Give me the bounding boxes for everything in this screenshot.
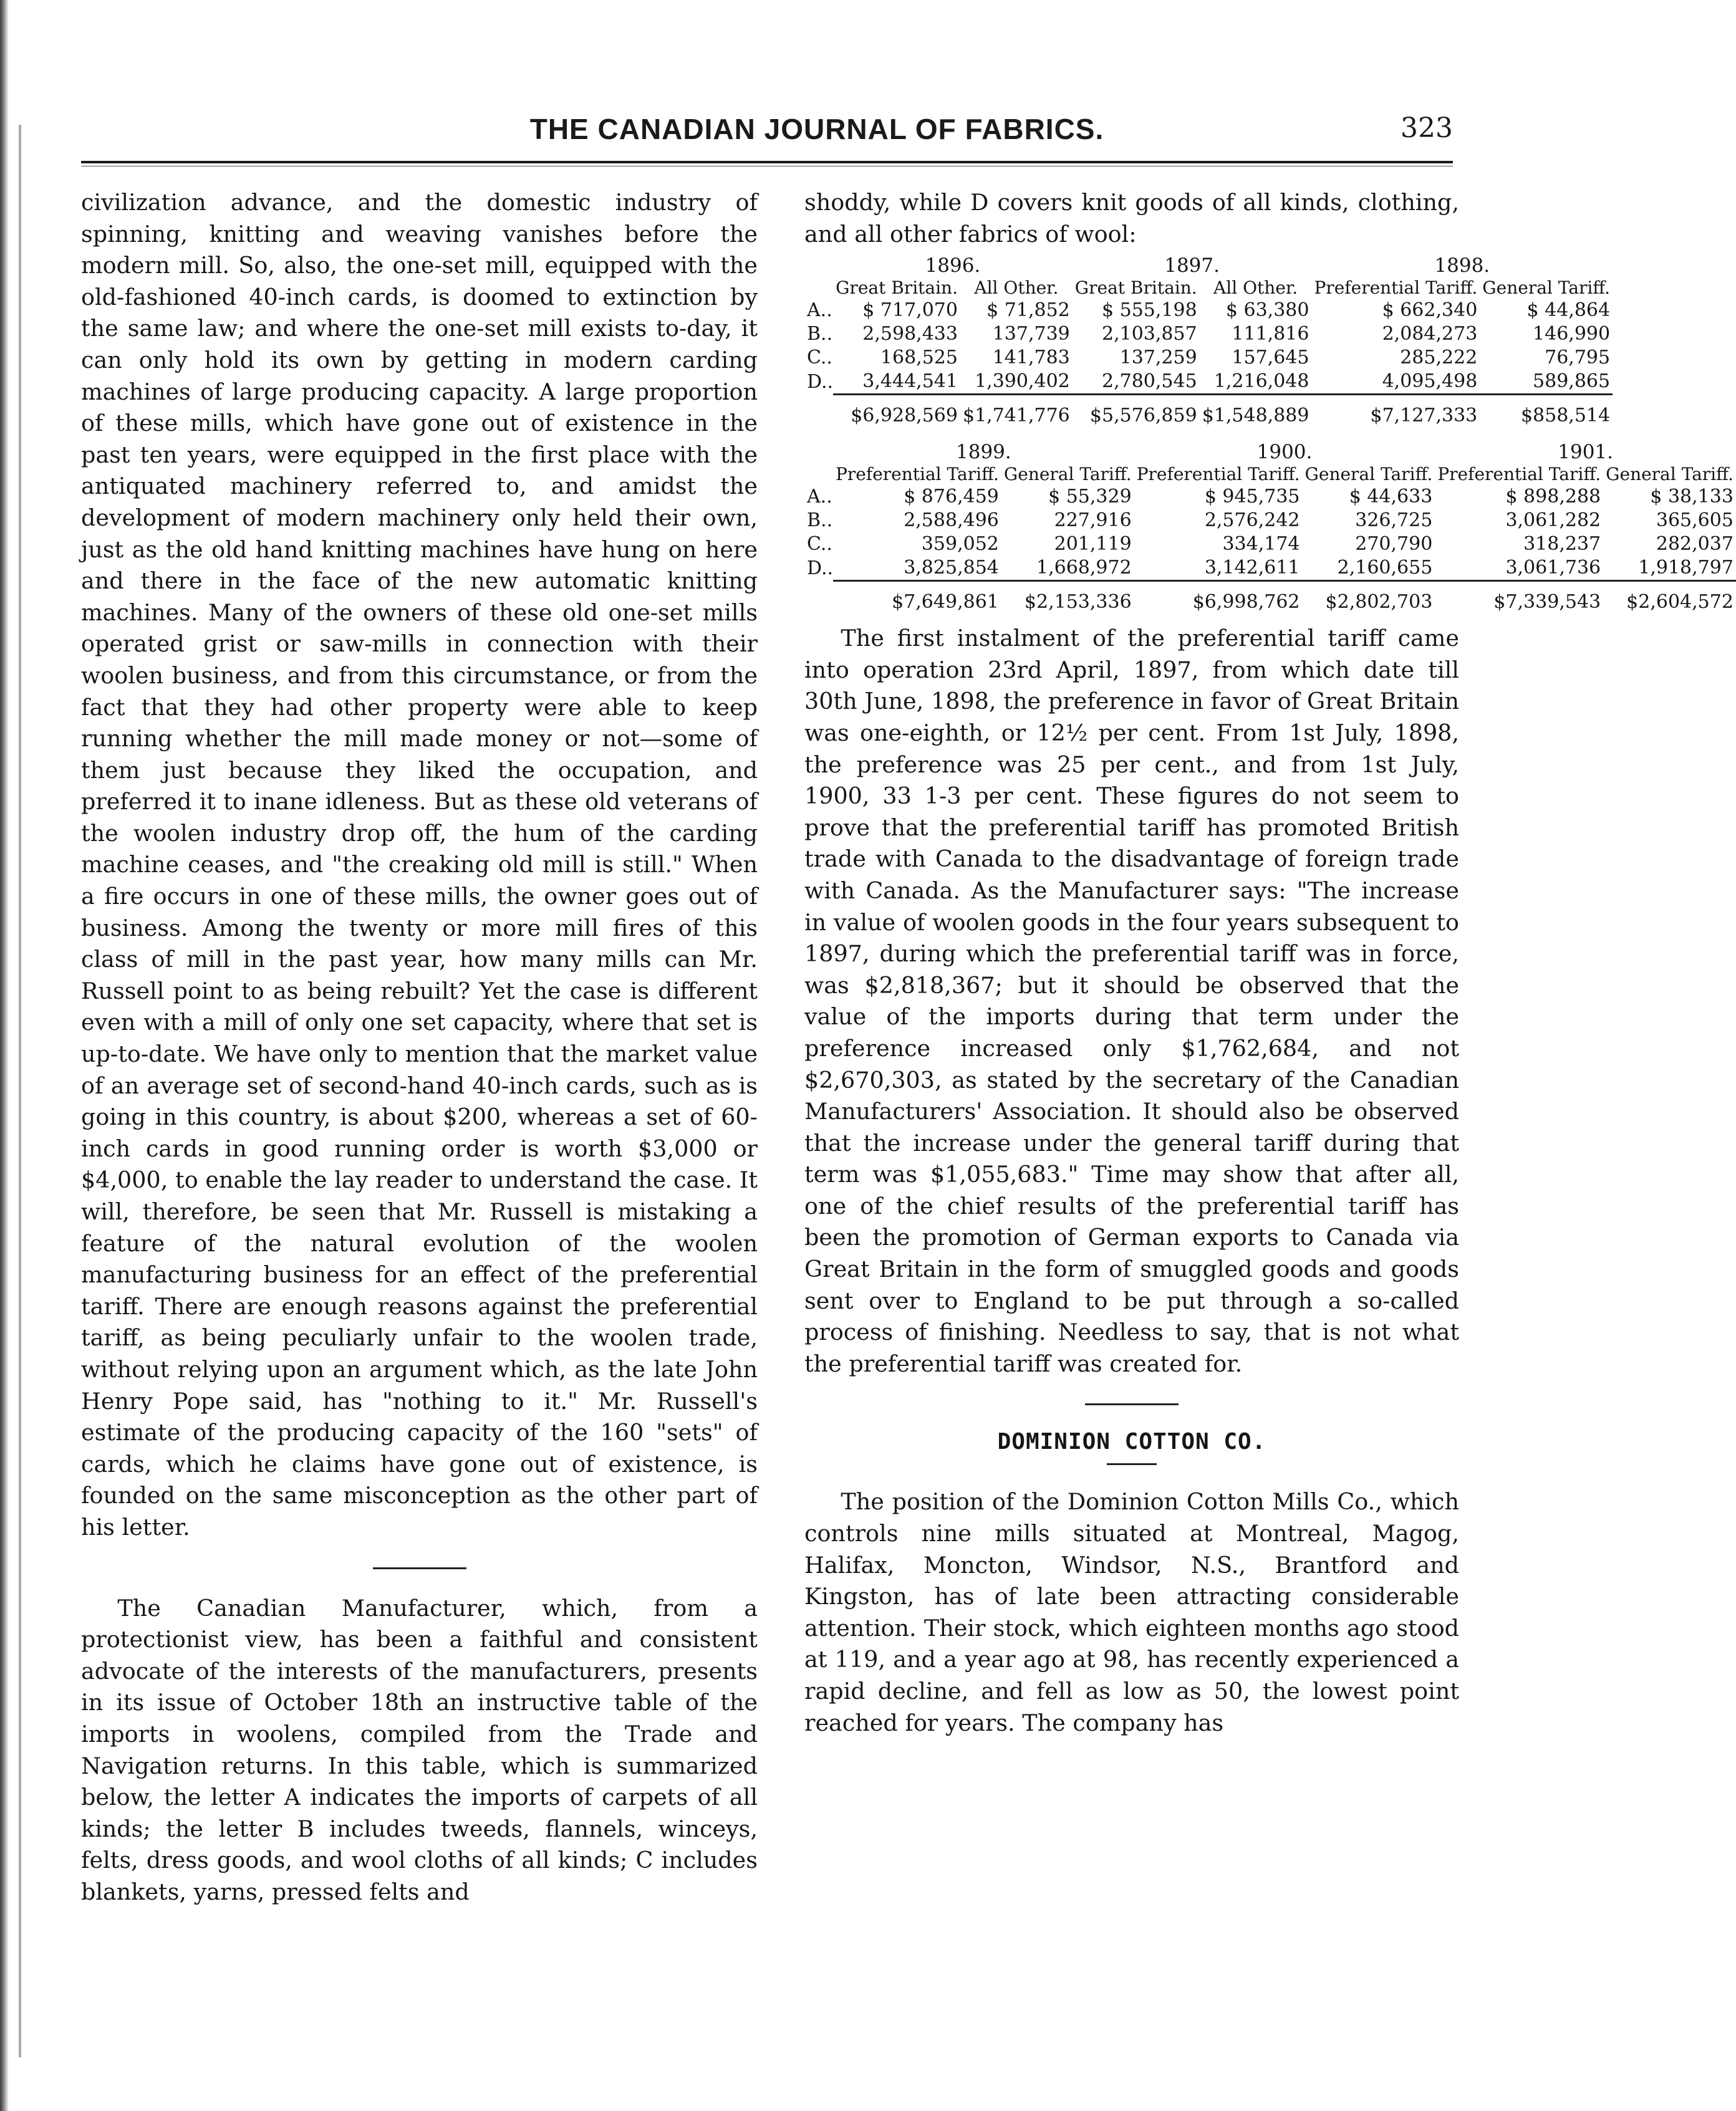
year-row: [804, 254, 1613, 277]
table-cell: 201,119: [1054, 533, 1132, 555]
table-row: [804, 556, 1736, 581]
scan-binding-shadow: [19, 125, 21, 2057]
table-cell: 3,825,854: [904, 557, 999, 579]
column-header: Preferential Tariff.: [1314, 277, 1478, 299]
row-label: C..: [807, 347, 832, 369]
column-header: Great Britain.: [1074, 277, 1197, 299]
column-header: Preferential Tariff.: [836, 464, 999, 485]
table-cell: 282,037: [1656, 533, 1734, 555]
article-paragraph: The first instalment of the preferential tariff came into operation 23rd April, 1897, from which date till 30th June, 1898, the preference in favor of Great Britain was one-eighth, or 12½ per cent. From 1st July, 1898, the preference was 25 per cent., and from 1st July, 1900, 33 1-3 per cent. These figures do not seem to prove that the preferential tariff has promoted British trade with Canada to the disadvantage of foreign trade with Canada. As the Manufacturer says: "The increase in value of woolen goods in the four years subsequent to 1897, during which the preferential tariff was in force, was $2,818,367; but it should be observed that the value of the imports during that term under the preference increased only $1,762,684, and not $2,670,303, as stated by the secretary of the Canadian Manufacturers' Association. It should also be observed that the increase under the general tariff during that term was $1,055,683." Time may show that after all, one of the chief results of the preferential tariff has been the promotion of German exports to Canada via Great Britain in the form of smuggled goods and goods sent over to England to be put through a so-called process of finishing. Needless to say, that is not what the preferential tariff was created for.: [804, 625, 1459, 1377]
year-label: 1901.: [1558, 441, 1613, 464]
column-header: Great Britain.: [836, 277, 958, 299]
imports-table-1896-1898: [804, 254, 1613, 436]
total-cell: $6,928,569: [833, 395, 960, 437]
table-row: [804, 509, 1736, 532]
running-title: THE CANADIAN JOURNAL OF FABRICS.: [529, 113, 1104, 145]
table-row: [804, 322, 1613, 346]
table-cell: 137,739: [992, 323, 1070, 345]
column-header: Preferential Tariff.: [1437, 464, 1601, 485]
table-cell: 285,222: [1400, 347, 1478, 369]
table-cell: 3,142,611: [1204, 557, 1300, 579]
year-label: 1899.: [956, 441, 1011, 464]
table-cell: $ 38,133: [1650, 486, 1734, 508]
total-cell: $6,998,762: [1134, 581, 1303, 623]
row-label: D..: [807, 557, 834, 579]
totals-row: [804, 395, 1613, 437]
total-cell: $2,153,336: [1001, 581, 1134, 623]
year-label: 1898.: [1434, 254, 1490, 277]
total-cell: $1,548,889: [1200, 395, 1312, 437]
section-separator: [1085, 1403, 1179, 1405]
table-cell: 2,103,857: [1102, 323, 1197, 345]
section-heading: DOMINION COTTON CO.: [997, 1429, 1266, 1455]
total-cell: $7,649,861: [833, 581, 1001, 623]
table-cell: 111,816: [1232, 323, 1309, 345]
row-label: A..: [807, 299, 832, 322]
heading-rule: [1107, 1463, 1157, 1465]
table-cell: 1,216,048: [1213, 370, 1309, 393]
row-label: C..: [807, 533, 832, 555]
table-cell: 1,668,972: [1036, 557, 1132, 579]
page-number: 323: [1401, 112, 1453, 144]
row-label: B..: [807, 509, 833, 532]
left-column: [81, 187, 758, 1908]
year-row: [804, 440, 1736, 464]
table-cell: 1,918,797: [1638, 557, 1734, 579]
table-cell: 4,095,498: [1382, 370, 1478, 393]
table-cell: 2,160,655: [1337, 557, 1433, 579]
table-cell: 2,576,242: [1204, 509, 1300, 532]
total-cell: $2,604,572: [1603, 581, 1736, 623]
total-cell: $858,514: [1480, 395, 1613, 437]
column-header: General Tariff.: [1304, 464, 1433, 485]
year-label: 1896.: [925, 254, 981, 277]
year-label: 1897.: [1164, 254, 1220, 277]
totals-row: [804, 581, 1736, 623]
header-rule: [81, 161, 1453, 163]
table-cell: 2,588,496: [904, 509, 999, 532]
table-cell: 270,790: [1355, 533, 1433, 555]
table-row: [804, 370, 1613, 395]
table-cell: 141,783: [992, 347, 1070, 369]
table-cell: $ 44,864: [1526, 299, 1611, 322]
total-cell: $2,802,703: [1303, 581, 1435, 623]
column-header: Preferential Tariff.: [1136, 464, 1300, 485]
scan-edge: [0, 0, 9, 2111]
table-cell: 146,990: [1533, 323, 1611, 345]
table-cell: 365,605: [1656, 509, 1734, 532]
article-paragraph: The Canadian Manufacturer, which, from a protectionist view, has been a faithful and consistent advocate of the interests of the manufacturers, presents in its issue of October 18th an instructive table of the imports in woolens, compiled from the Trade and Navigation returns. In this table, which is summarized below, the letter A indicates the imports of carpets of all kinds; the letter B includes tweeds, flannels, winceys, felts, dress goods, and wool cloths of all kinds; C includes blankets, yarns, pressed felts and: [81, 1594, 758, 1905]
column-header: All Other.: [974, 277, 1059, 299]
table-cell: $ 898,288: [1505, 486, 1601, 508]
table-cell: 2,084,273: [1382, 323, 1478, 345]
table-cell: 326,725: [1355, 509, 1433, 532]
table-row: [804, 485, 1736, 509]
table-cell: 76,795: [1545, 347, 1611, 369]
table-cell: $ 71,852: [986, 299, 1070, 322]
table-cell: 318,237: [1523, 533, 1601, 555]
table-cell: 227,916: [1054, 509, 1132, 532]
column-header: All Other.: [1213, 277, 1298, 299]
table-cell: 1,390,402: [975, 370, 1070, 393]
table-cell: 2,598,433: [862, 323, 958, 345]
article-paragraph: The position of the Dominion Cotton Mills Co., which controls nine mills situated at Montreal, Magog, Halifax, Moncton, Windsor, N.S., Brantford and Kingston, has of late been attracting considerable attention. Their stock, which eighteen months ago stood at 119, and a year ago at 98, has recently experienced a rapid decline, and fell as low as 50, the lowest point reached for years. The company has: [804, 1488, 1459, 1736]
table-cell: 334,174: [1222, 533, 1300, 555]
table-cell: 3,444,541: [862, 370, 958, 393]
total-cell: $1,741,776: [960, 395, 1073, 437]
column-header-row: [804, 277, 1613, 299]
page-header: [81, 112, 1453, 156]
table-cell: $ 717,070: [862, 299, 958, 322]
table-cell: 137,259: [1119, 347, 1197, 369]
table-row: [804, 532, 1736, 556]
table-cell: 3,061,282: [1505, 509, 1601, 532]
row-label: B..: [807, 323, 833, 345]
table-row: [804, 299, 1613, 322]
article-paragraph: shoddy, while D covers knit goods of all kinds, clothing, and all other fabrics of wool:: [804, 189, 1459, 248]
table-cell: $ 555,198: [1102, 299, 1197, 322]
column-header: General Tariff.: [1606, 464, 1734, 485]
table-row: [804, 346, 1613, 370]
column-header-row: [804, 464, 1736, 485]
table-cell: 157,645: [1232, 347, 1309, 369]
column-header: General Tariff.: [1003, 464, 1132, 485]
table-cell: $ 55,329: [1048, 486, 1132, 508]
total-cell: $7,127,333: [1311, 395, 1480, 437]
section-separator: [373, 1567, 466, 1569]
table-cell: 359,052: [921, 533, 999, 555]
year-label: 1900.: [1256, 441, 1313, 464]
table-cell: $ 63,380: [1225, 299, 1309, 322]
row-label: A..: [807, 486, 832, 508]
table-cell: $ 662,340: [1382, 299, 1478, 322]
column-header: General Tariff.: [1482, 277, 1611, 299]
table-cell: 3,061,736: [1505, 557, 1601, 579]
total-cell: $7,339,543: [1435, 581, 1603, 623]
right-column: [804, 187, 1734, 1739]
table-cell: 168,525: [880, 347, 958, 369]
article-paragraph: civilization advance, and the domestic industry of spinning, knitting and weaving vanishes before the modern mill. So, also, the one-set mill, equipped with the old-fashioned 40-inch cards, is doomed to extinction by the same law; and where the one-set mill exists to-day, it can only hold its own by getting in modern carding machines of large producing capacity. A large proportion of these mills, which have gone out of existence in the past ten years, were equipped in the first place with the antiquated machinery referred to, and amidst the development of modern machinery only held their own, just as the old hand knitting machines have hung on here and there in the face of the new automatic knitting machines. Many of the owners of these old one-set mills operated grist or saw-mills in connection with their woolen business, and from this circumstance, or from the fact that they had other property were able to keep running whether the mill made money or not—some of them just because they liked the occupation, and preferred it to inane idleness. But as these old veterans of the woolen industry drop off, the hum of the carding machine ceases, and "the creaking old mill is still." When a fire occurs in one of these mills, the owner goes out of business. Among the twenty or more mill fires of this class of mill in the past year, how many mills can Mr. Russell point to as being rebuilt? Yet the case is different even with a mill of only one set capacity, where that set is up-to-date. We have only to mention that the market value of an average set of second-hand 40-inch cards, such as is going in this country, is about $200, whereas a set of 60-inch cards in good running order is worth $3,000 or $4,000, to enable the lay reader to understand the case. It will, therefore, be seen that Mr. Russell is mistaking a feature of the natural evolution of the woolen manufacturing business for an effect of the preferential tariff. There are enough reasons against the preferential tariff, as being peculiarly unfair to the woolen trade, without relying upon an argument which, as the late John Henry Pope said, has "nothing to it." Mr. Russell's estimate of the producing capacity of the 160 "sets" of cards, which he claims have gone out of existence, is founded on the same misconception as the other part of his letter.: [81, 189, 758, 1541]
row-label: D..: [807, 370, 834, 393]
table-cell: $ 876,459: [904, 486, 999, 508]
imports-table-1899-1901: [804, 440, 1736, 623]
table-cell: 2,780,545: [1102, 370, 1197, 393]
table-cell: $ 44,633: [1349, 486, 1433, 508]
table-cell: 589,865: [1533, 370, 1611, 393]
total-cell: $5,576,859: [1073, 395, 1200, 437]
table-cell: $ 945,735: [1204, 486, 1300, 508]
